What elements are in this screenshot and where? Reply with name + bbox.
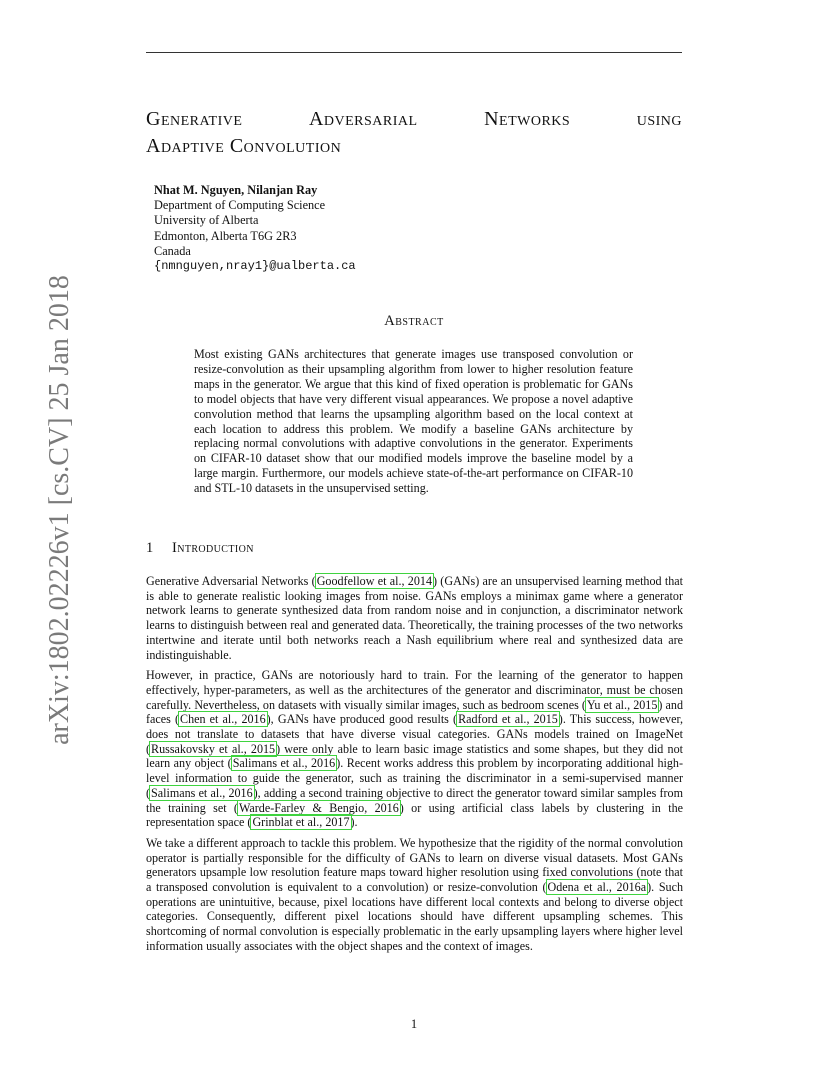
citation-link[interactable]: Russakovsky et al., 2015 — [151, 741, 276, 756]
citation-link[interactable]: Goodfellow et al., 2014 — [316, 574, 432, 588]
author-block — [154, 183, 356, 274]
affiliation-line: University of Alberta — [154, 213, 259, 228]
arxiv-identifier: arXiv:1802.02226v1 [cs.CV] 25 Jan 2018 — [44, 275, 75, 745]
citation-link[interactable]: Odena et al., 2016a — [547, 880, 647, 895]
affiliation-line: Department of Computing Science — [154, 198, 326, 213]
paragraph: Generative Adversarial Networks (Goodfellow et al., 2014) (GANs) are an unsupervised learning method that is able to generate realistic looking images from noise. GANs employs a minimax game where a generator network learns to generate synthesized data from random noise and in conjunction, a discriminator network learns to distinguish between real and generated data. Theoretically, the training processes of the two networks intertwine and iterate until both networks reach a Nash equilibrium where real and synthesized data are indistinguishable. — [146, 574, 683, 662]
section-heading — [146, 540, 254, 557]
section-body — [146, 574, 683, 960]
citation-link[interactable]: Warde-Farley & Bengio, 2016 — [238, 800, 399, 815]
citation-link[interactable]: Salimans et al., 2016 — [232, 756, 336, 771]
citation-link[interactable]: Salimans et al., 2016 — [151, 785, 253, 800]
header-rule — [146, 52, 682, 53]
affiliation-line: Edmonton, Alberta T6G 2R3 — [154, 228, 297, 243]
abstract-text: Most existing GANs architectures that generate images use transposed convolution or resize-convolution as their upsampling algorithm from lower to higher resolution feature maps in the generator. We argue that this kind of fixed operation is problematic for GANs to model objects that have very different visual appearances. We propose a novel adaptive convolution method that learns the upsampling algorithm based on the local context at each location to address this problem. We modify a baseline GANs architecture by replacing normal convolutions with adaptive convolutions in the generator. Experiments on CIFAR-10 dataset show that our modified models improve the baseline model by a large margin. Furthermore, our models achieve state-of-the-art performance on CIFAR-10 and STL-10 datasets in the unsupervised setting. — [194, 347, 633, 496]
title-word: Generative — [146, 108, 243, 130]
citation-link[interactable]: Chen et al., 2016 — [180, 712, 266, 727]
citation-link[interactable]: Radford et al., 2015 — [458, 712, 558, 727]
affiliation-line: Canada — [154, 243, 191, 258]
citation-link[interactable]: Grinblat et al., 2017 — [252, 815, 350, 830]
citation-link[interactable]: Yu et al., 2015 — [586, 697, 658, 712]
paragraph: However, in practice, GANs are notoriously hard to train. For the learning of the generator to happen effectively, hyper-parameters, as well as the architectures of the generator and discriminator, must be chosen carefully. Nevertheless, on datasets with visually similar images, such as bedroom scenes (Yu et al., 2015) and faces (Chen et al., 2016), GANs have produced good results (Radford et al., 2015). This success, however, does not translate to datasets that have diverse visual categories. GANs models trained on ImageNet (Russakovsky et al., 2015) were only able to learn basic image statistics and some shapes, but they did not learn any object (Salimans et al., 2016). Recent works address this problem by incorporating additional high-level information to guide the generator, such as training the discriminator in a semi-supervised manner (Salimans et al., 2016), adding a second training objective to direct the generator toward similar samples from the training set (Warde-Farley & Bengio, 2016) or using artificial class labels by clustering in the representation space (Grinblat et al., 2017). — [146, 668, 684, 830]
title-word: Adversarial — [308, 108, 418, 130]
section-name: Introduction — [172, 540, 254, 556]
paragraph: We take a different approach to tackle this problem. We hypothesize that the rigidity of the normal convolution operator is partially responsible for the difficulty of GANs to learn on diverse visual datasets. Most GANs generators upsample low resolution feature maps toward higher resolution using fixed convolutions (note that a transposed convolution is equivalent to a convolution) or resize-convolution (Odena et al., 2016a). Such operations are unintuitive, because, pixel locations have different local contexts and belong to diverse object categories. Consequently, different pixel locations should have different upsampling schemes. This shortcoming of normal convolution is especially problematic in the early upsampling layers where higher level information usually associates with the object shapes and the context of images. — [146, 835, 684, 953]
author-names: Nhat M. Nguyen, Nilanjan Ray — [154, 183, 318, 197]
title-word: Networks — [484, 108, 571, 130]
author-email: {nmnguyen,nray1}@ualberta.ca — [154, 259, 356, 274]
paper-title — [146, 106, 682, 160]
abstract-heading: Abstract — [384, 313, 444, 329]
title-word: using — [636, 108, 682, 130]
page-number: 1 — [410, 1017, 418, 1031]
section-number: 1 — [146, 540, 154, 556]
title-line-2: Adaptive Convolution — [146, 135, 342, 157]
